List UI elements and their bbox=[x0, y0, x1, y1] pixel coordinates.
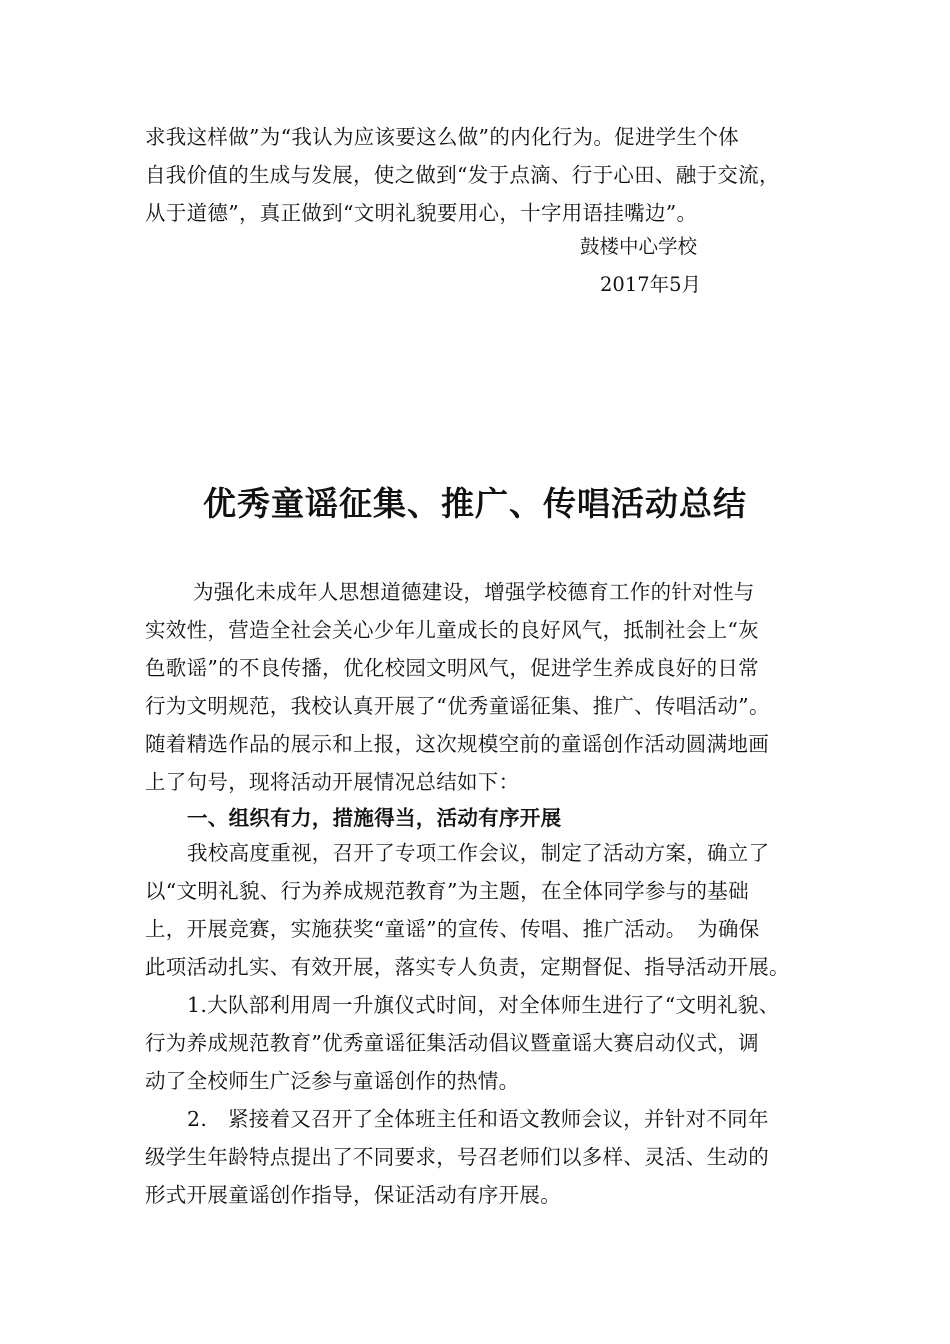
paragraph-line: 求我这样做”为“我认为应该要这么做”的内化行为。促进学生个体 bbox=[145, 125, 739, 149]
paragraph-line: 色歌谣”的不良传播，优化校园文明风气，促进学生养成良好的日常 bbox=[145, 656, 759, 680]
paragraph-line: 以“文明礼貌、行为养成规范教育”为主题，在全体同学参与的基础 bbox=[145, 879, 749, 903]
list-item-line: 形式开展童谣创作指导，保证活动有序开展。 bbox=[145, 1183, 561, 1207]
paragraph-line: 随着精选作品的展示和上报，这次规模空前的童谣创作活动圆满地画 bbox=[145, 732, 769, 756]
list-item-line: 1.大队部利用周一升旗仪式时间，对全体师生进行了“文明礼貌、 bbox=[187, 993, 780, 1017]
paragraph-line: 我校高度重视，召开了专项工作会议，制定了活动方案，确立了 bbox=[187, 841, 770, 865]
signature-organization: 鼓楼中心学校 bbox=[580, 235, 698, 258]
paragraph-line: 从于道德”，真正做到“文明礼貌要用心，十字用语挂嘴边”。 bbox=[145, 201, 698, 225]
paragraph-line: 为强化未成年人思想道德建设，增强学校德育工作的针对性与 bbox=[193, 580, 755, 604]
signature-date: 2017年5月 bbox=[600, 273, 702, 296]
list-item-line: 动了全校师生广泛参与童谣创作的热情。 bbox=[145, 1069, 520, 1093]
paragraph-line: 上，开展竞赛，实施获奖“童谣”的宣传、传唱、推广活动。 为确保 bbox=[145, 917, 760, 941]
list-item-line: 2. 紧接着又召开了全体班主任和语文教师会议，并针对不同年 bbox=[187, 1107, 769, 1131]
paragraph-line: 自我价值的生成与发展，使之做到“发于点滴、行于心田、融于交流， bbox=[145, 163, 780, 187]
list-item-line: 行为养成规范教育”优秀童谣征集活动倡议暨童谣大赛启动仪式，调 bbox=[145, 1031, 759, 1055]
paragraph-line: 上了句号，现将活动开展情况总结如下： bbox=[145, 770, 520, 794]
page-title: 优秀童谣征集、推广、传唱活动总结 bbox=[203, 484, 747, 523]
paragraph-line: 实效性，营造全社会关心少年儿童成长的良好风气，抵制社会上“灰 bbox=[145, 618, 759, 642]
section-heading: 一、组织有力，措施得当，活动有序开展 bbox=[187, 806, 562, 830]
list-item-line: 级学生年龄特点提出了不同要求，号召老师们以多样、灵活、生动的 bbox=[145, 1145, 769, 1169]
paragraph-line: 此项活动扎实、有效开展，落实专人负责，定期督促、指导活动开展。 bbox=[145, 955, 790, 979]
paragraph-line: 行为文明规范，我校认真开展了“优秀童谣征集、推广、传唱活动”。 bbox=[145, 694, 770, 718]
